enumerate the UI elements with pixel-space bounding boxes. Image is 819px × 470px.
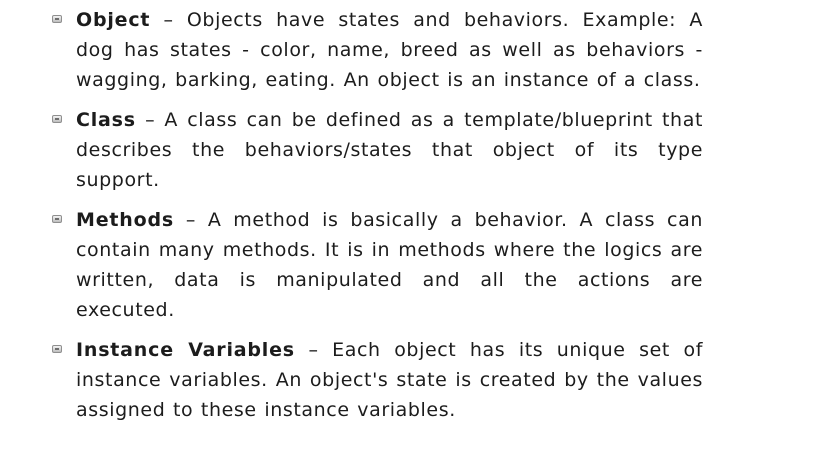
list-item-text bbox=[76, 205, 703, 325]
term-separator: – bbox=[173, 209, 208, 231]
term-label: Instance Variables bbox=[76, 339, 295, 361]
term-description: Objects have states and behaviors. Example: A dog has states - color, name, breed as well as behaviors - wagging, barking, eating. An object is an instance of a class. bbox=[76, 9, 703, 91]
list-item-methods bbox=[52, 205, 703, 325]
term-description: A method is basically a behavior. A class can contain many methods. It is in methods where the logics are written, data is manipulated and all the actions are executed. bbox=[76, 209, 703, 321]
list-item-object bbox=[52, 5, 703, 95]
square-bullet-icon bbox=[52, 215, 62, 223]
term-description: Each object has its unique set of instance variables. An object's state is created by the values assigned to these instance variables. bbox=[76, 339, 703, 421]
square-bullet-icon bbox=[52, 15, 62, 23]
square-bullet-icon bbox=[52, 345, 62, 353]
list-item-class bbox=[52, 105, 703, 195]
square-bullet-icon bbox=[52, 115, 62, 123]
term-label: Object bbox=[76, 9, 151, 31]
term-separator: – bbox=[294, 339, 333, 361]
term-separator: – bbox=[150, 9, 187, 31]
list-item-text bbox=[76, 335, 703, 425]
term-label: Methods bbox=[76, 209, 174, 231]
term-label: Class bbox=[76, 109, 136, 131]
definition-list bbox=[52, 5, 703, 435]
list-item-text bbox=[76, 105, 703, 195]
list-item-instance-variables bbox=[52, 335, 703, 425]
term-separator: – bbox=[135, 109, 165, 131]
term-description: A class can be defined as a template/blueprint that describes the behaviors/states that object of its type support. bbox=[76, 109, 703, 191]
list-item-text bbox=[76, 5, 703, 95]
